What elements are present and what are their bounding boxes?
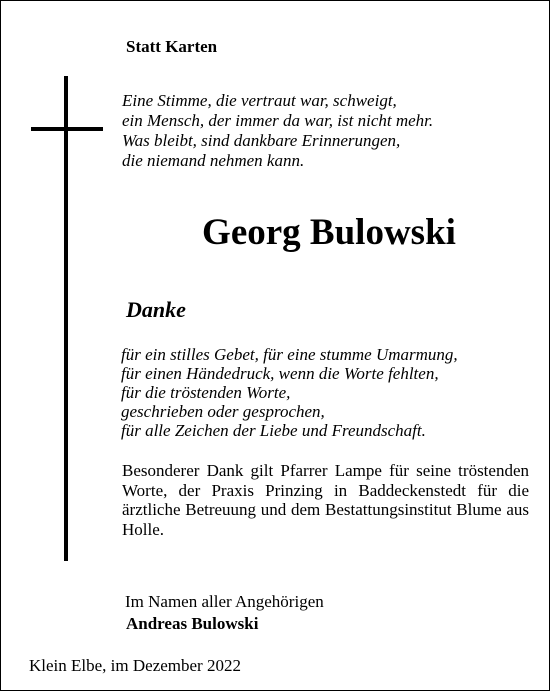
- header-statt-karten: Statt Karten: [126, 37, 218, 56]
- signoff-line: Im Namen aller Angehörigen: [125, 592, 324, 611]
- thanks-line: für alle Zeichen der Liebe und Freundschaft.: [121, 421, 426, 440]
- deceased-name: Georg Bulowski: [202, 212, 456, 253]
- cross-horizontal-bar: [31, 127, 103, 131]
- poem: [122, 91, 433, 171]
- cross-vertical-bar: [64, 76, 68, 561]
- special-thanks-paragraph: Besonderer Dank gilt Pfarrer Lampe für seine tröstenden Worte, der Praxis Prinzing in Baddeckenstedt für die ärztliche Betreuung und dem Bestattungsinstitut Blume aus Holle.: [122, 461, 529, 539]
- poem-line: ein Mensch, der immer da war, ist nicht mehr.: [122, 111, 434, 130]
- thanks-list: [121, 345, 458, 440]
- thanks-line: geschrieben oder gesprochen,: [121, 402, 325, 421]
- thanks-line: für ein stilles Gebet, für eine stumme Umarmung,: [121, 345, 458, 364]
- signer-name: Andreas Bulowski: [126, 614, 259, 633]
- thanks-line: für einen Händedruck, wenn die Worte fehlten,: [121, 364, 439, 383]
- thanks-heading: Danke: [126, 297, 186, 322]
- poem-line: Eine Stimme, die vertraut war, schweigt,: [122, 91, 397, 110]
- poem-line: die niemand nehmen kann.: [122, 151, 305, 170]
- place-and-date: Klein Elbe, im Dezember 2022: [29, 656, 241, 675]
- thanks-line: für die tröstenden Worte,: [121, 383, 291, 402]
- poem-line: Was bleibt, sind dankbare Erinnerungen,: [122, 131, 401, 150]
